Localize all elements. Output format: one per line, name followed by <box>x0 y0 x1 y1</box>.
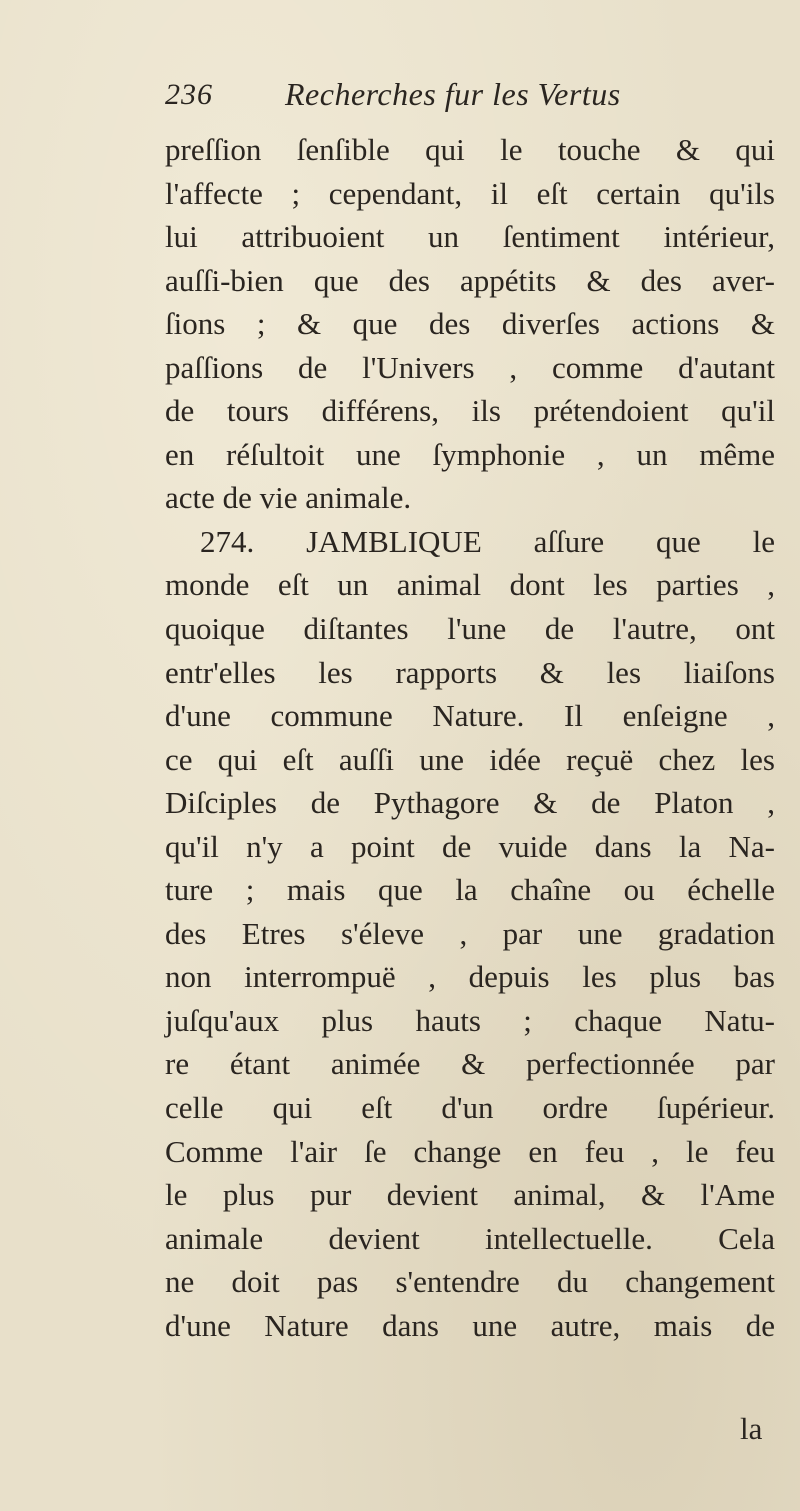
catchword: la <box>740 1411 763 1446</box>
text-line: monde eſt un animal dont les parties , <box>165 567 775 603</box>
text-line: celle qui eſt d'un ordre ſupérieur. <box>165 1090 775 1126</box>
text-line: qu'il n'y a point de vuide dans la Na- <box>165 828 775 864</box>
running-title: Recherches fur les Vertus <box>285 76 621 112</box>
text-line: entr'elles les rapports & les liaiſons <box>165 654 775 690</box>
text-line: animale devient intellectuelle. Cela <box>165 1220 775 1256</box>
text-line: acte de vie animale. <box>165 480 412 516</box>
text-line: paſſions de l'Univers , comme d'autant <box>165 349 775 385</box>
text-line: auſſi-bien que des appétits & des aver- <box>165 262 775 298</box>
body-text <box>165 128 775 1347</box>
text-line: ſions ; & que des diverſes actions & <box>165 306 775 342</box>
text-line: non interrompuë , depuis les plus bas <box>165 959 775 995</box>
text-line: ne doit pas s'entendre du changement <box>165 1264 775 1300</box>
text-line: de tours différens, ils prétendoient qu'il <box>165 393 775 429</box>
page-header <box>165 72 765 122</box>
text-line: re étant animée & perfectionnée par <box>165 1046 775 1082</box>
text-line: d'une commune Nature. Il enſeigne , <box>165 698 775 734</box>
text-line: juſqu'aux plus hauts ; chaque Natu- <box>165 1002 775 1038</box>
text-line: l'affecte ; cependant, il eſt certain qu'ils <box>165 175 775 211</box>
text-line: Diſciples de Pythagore & de Platon , <box>165 785 775 821</box>
text-line: ture ; mais que la chaîne ou échelle <box>165 872 775 908</box>
text-line: Comme l'air ſe change en feu , le feu <box>165 1133 775 1169</box>
text-line: quoique diſtantes l'une de l'autre, ont <box>165 611 775 647</box>
page-number: 236 <box>165 78 213 111</box>
text-line: preſſion ſenſible qui le touche & qui <box>165 132 775 167</box>
text-line: ce qui eſt auſſi une idée reçuë chez les <box>165 741 775 777</box>
paragraph-start-line: 274. JAMBLIQUE aſſure que le <box>200 523 775 559</box>
text-line: d'une Nature dans une autre, mais de <box>165 1307 775 1343</box>
text-line: lui attribuoient un ſentiment intérieur, <box>165 219 775 255</box>
text-line: en réſultoit une ſymphonie , un même <box>165 436 775 472</box>
text-line: des Etres s'éleve , par une gradation <box>165 915 775 951</box>
text-line: le plus pur devient animal, & l'Ame <box>165 1177 775 1213</box>
